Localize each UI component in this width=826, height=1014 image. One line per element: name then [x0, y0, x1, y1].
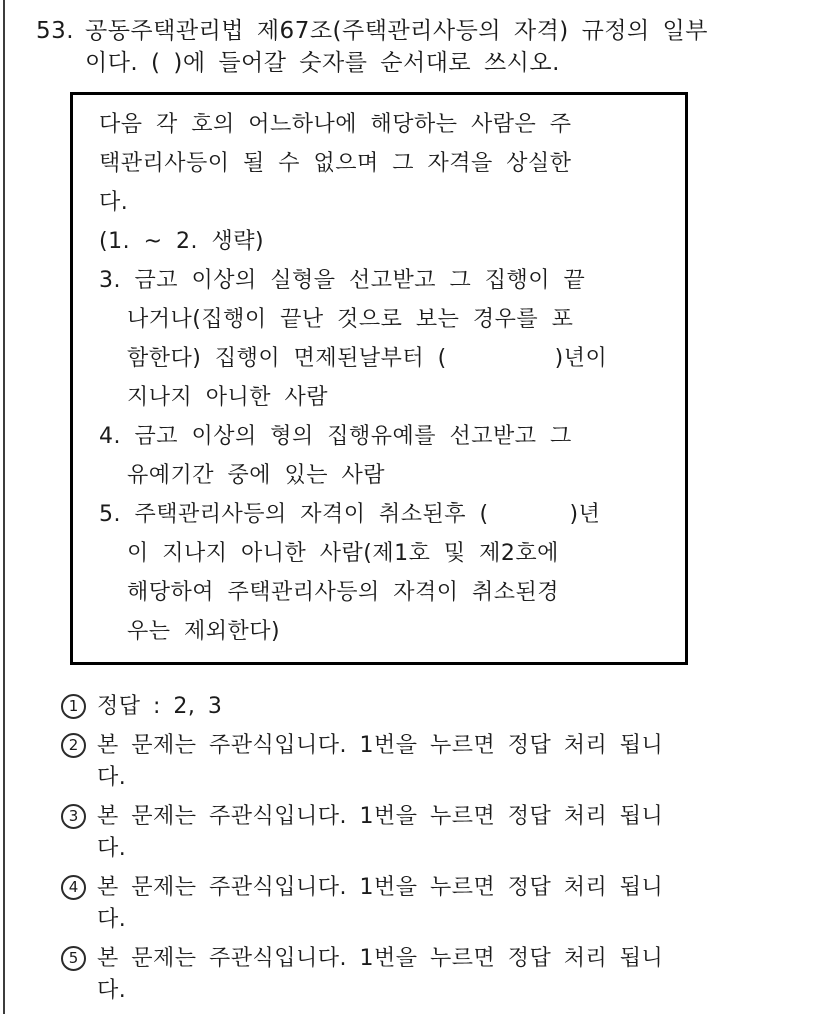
- option-text: [97, 691, 222, 723]
- circled-number-icon: 5: [61, 946, 86, 971]
- option-1[interactable]: [61, 691, 826, 723]
- passage-line: 4. 금고 이상의 형의 집행유예를 선고받고 그: [99, 424, 572, 449]
- passage-line: 다.: [99, 190, 129, 215]
- passage-line: 유예기간 중에 있는 사람: [127, 463, 386, 488]
- passage-line: 5. 주택관리사등의 자격이 취소된후 ( )년: [99, 502, 601, 527]
- question-text: [85, 15, 708, 79]
- passage-line: (1. ~ 2. 생략): [99, 229, 265, 254]
- option-text-line: 본 문제는 주관식입니다. 1번을 누르면 정답 처리 됩니: [97, 804, 664, 829]
- option-text: [97, 872, 663, 936]
- option-text-line: 본 문제는 주관식입니다. 1번을 누르면 정답 처리 됩니: [97, 946, 664, 971]
- passage-line: 함한다) 집행이 면제된날부터 ( )년이: [127, 346, 608, 371]
- passage-line: 우는 제외한다): [127, 619, 281, 644]
- circled-number-icon: 3: [61, 804, 86, 829]
- passage-line: 3. 금고 이상의 실형을 선고받고 그 집행이 끝: [99, 268, 586, 293]
- option-4[interactable]: [61, 872, 826, 936]
- question-number: 53.: [36, 18, 75, 44]
- option-text-line: 다.: [97, 765, 127, 790]
- question-header: [0, 0, 826, 79]
- option-text: [97, 801, 663, 865]
- answer-options: [61, 691, 826, 1007]
- passage-line: 다음 각 호의 어느하나에 해당하는 사람은 주: [99, 112, 572, 137]
- statute-passage-box: [70, 92, 688, 665]
- question-text-line: 이다. ( )에 들어갈 숫자를 순서대로 쓰시오.: [85, 50, 560, 76]
- passage-line: 이 지나지 아니한 사람(제1호 및 제2호에: [127, 541, 559, 566]
- circled-number-icon: 2: [61, 733, 86, 758]
- option-text: [97, 943, 663, 1007]
- option-2[interactable]: [61, 730, 826, 794]
- passage-line: 택관리사등이 될 수 없으며 그 자격을 상실한: [99, 151, 572, 176]
- option-text-line: 본 문제는 주관식입니다. 1번을 누르면 정답 처리 됩니: [97, 875, 664, 900]
- question-text-line: 공동주택관리법 제67조(주택관리사등의 자격) 규정의 일부: [85, 18, 708, 44]
- passage-line: 지나지 아니한 사람: [127, 385, 329, 410]
- circled-number-icon: 4: [61, 875, 86, 900]
- option-text-line: 다.: [97, 836, 127, 861]
- option-text-line: 본 문제는 주관식입니다. 1번을 누르면 정답 처리 됩니: [97, 733, 664, 758]
- passage-line: 나거나(집행이 끝난 것으로 보는 경우를 포: [127, 307, 574, 332]
- option-text-line: 다.: [97, 907, 127, 932]
- circled-number-icon: 1: [61, 694, 86, 719]
- option-text: [97, 730, 663, 794]
- option-3[interactable]: [61, 801, 826, 865]
- option-text-line: 정답 : 2, 3: [97, 694, 223, 719]
- option-5[interactable]: [61, 943, 826, 1007]
- passage-line: 해당하여 주택관리사등의 자격이 취소된경: [127, 580, 560, 605]
- option-text-line: 다.: [97, 978, 127, 1003]
